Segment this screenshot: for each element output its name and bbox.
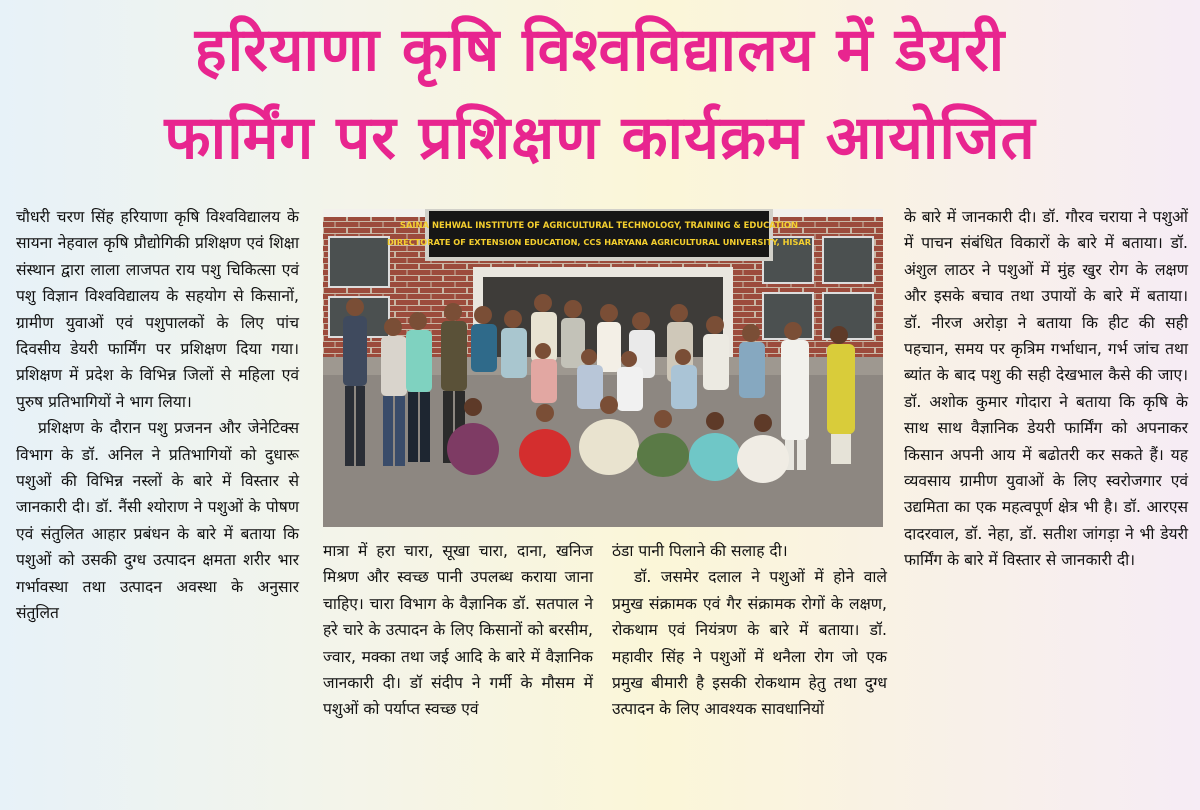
column-1-paragraph-1: चौधरी चरण सिंह हरियाणा कृषि विश्वविद्यालय के सायना नेहवाल कृषि प्रौद्योगिकी प्रशिक्षण एवं शिक्षा संस्थान द्वारा लाला लाजपत राय पशु चिकित्सा एवं पशु विज्ञान विश्वविद्यालय के सहयोग से किसानों, ग्रामीण युवाओं एवं पशुपालकों के लिए पांच दिवसीय डेयरी फार्मिंग पर प्रशिक्षण दिया गया। प्रशिक्षण में प्रदेश के विभिन्न जिलों से महिला एवं पुरुष प्रतिभागियों ने भाग लिया। <box>16 208 299 411</box>
article-column-2 <box>323 538 593 723</box>
column-2-paragraph-1: मात्रा में हरा चारा, सूखा चारा, दाना, खनिज मिश्रण और स्वच्छ पानी उपलब्ध कराया जाना चाहिए। चारा विभाग के वैज्ञानिक डॉ. सतपाल ने हरे चारे के उत्पादन के लिए किसानों को बरसीम, ज्वार, मक्का तथा जई आदि के बारे में वैज्ञानिक जानकारी दी। डॉ संदीप ने गर्मी के मौसम में पशुओं को पर्याप्त स्वच्छ एवं <box>323 542 593 719</box>
column-4-paragraph-1: के बारे में जानकारी दी। डॉ. गौरव चराया ने पशुओं में पाचन संबंधित विकारों के बारे में बताया। डॉ. अंशुल लाठर ने पशुओं में मुंह खुर रोग के लक्षण और इसके बचाव तथा उपायों के बारे में बताया। डॉ. नीरज अरोड़ा ने बताया कि हीट की सही पहचान, समय पर कृत्रिम गर्भाधान, गर्भ जांच तथा ब्यांत के बाद पशु की सही देखभाल कैसे की जाए। डॉ. अशोक कुमार गोदारा ने बताया कि कृषि के साथ साथ वैज्ञानिक डेयरी फार्मिंग को अपनाकर किसान अपनी आय में बढोतरी कर सकते हैं। यह व्यवसाय ग्रामीण युवाओं के लिए स्वरोजगार एवं उद्यमिता का एक महत्वपूर्ण क्षेत्र भी है। डॉ. आरएस दादरवाल, डॉ. नेहा, डॉ. सतीश जांगड़ा ने भी डेयरी फार्मिंग के बारे में विस्तार से जानकारी दी। <box>904 208 1188 570</box>
sign-board-panel <box>429 211 769 257</box>
article-column-1 <box>16 204 299 627</box>
article-column-3 <box>612 538 887 723</box>
group-photo-illustration <box>323 209 883 527</box>
sign-text-line-2: DIRECTORATE OF EXTENSION EDUCATION, CCS HARYANA AGRICULTURAL UNIVERSITY, HISAR <box>386 237 812 247</box>
headline-line-1: हरियाणा कृषि विश्वविद्यालय में डेयरी <box>194 15 1006 85</box>
headline-line-2: फार्मिंग पर प्रशिक्षण कार्यक्रम आयोजित <box>164 103 1036 173</box>
column-3-paragraph-1: ठंडा पानी पिलाने की सलाह दी। <box>612 542 788 560</box>
group-photo <box>323 209 883 527</box>
column-1-paragraph-2: प्रशिक्षण के दौरान पशु प्रजनन और जेनेटिक्स विभाग के डॉ. अनिल ने प्रतिभागियों को दुधारू पशुओं की विभिन्न नस्लों के बारे में विस्तार से जानकारी दी। डॉ. नैंसी श्योराण ने पशुओं के पोषण एवं संतुलित आहार प्रबंधन के बारे में बताया कि पशुओं को उसकी दुग्ध उत्पादन क्षमता शरीर भार गर्भावस्था तथा उत्पादन अवस्था के अनुसार संतुलित <box>16 419 299 623</box>
sign-text-line-1: SAINA NEHWAL INSTITUTE OF AGRICULTURAL TECHNOLOGY, TRAINING & EDUCATION <box>399 220 799 230</box>
column-3-paragraph-2: डॉ. जसमेर दलाल ने पशुओं में होने वाले प्रमुख संक्रामक एवं गैर संक्रामक रोगों के लक्षण, रोकथाम एवं नियंत्रण के बारे में बताया। डॉ. महावीर सिंह ने पशुओं में थनैला रोग जो एक प्रमुख बीमारी है इसकी रोकथाम हेतु तथा दुग्ध उत्पादन के लिए आवश्यक सावधानियों <box>612 568 887 719</box>
article-column-4 <box>904 204 1188 574</box>
